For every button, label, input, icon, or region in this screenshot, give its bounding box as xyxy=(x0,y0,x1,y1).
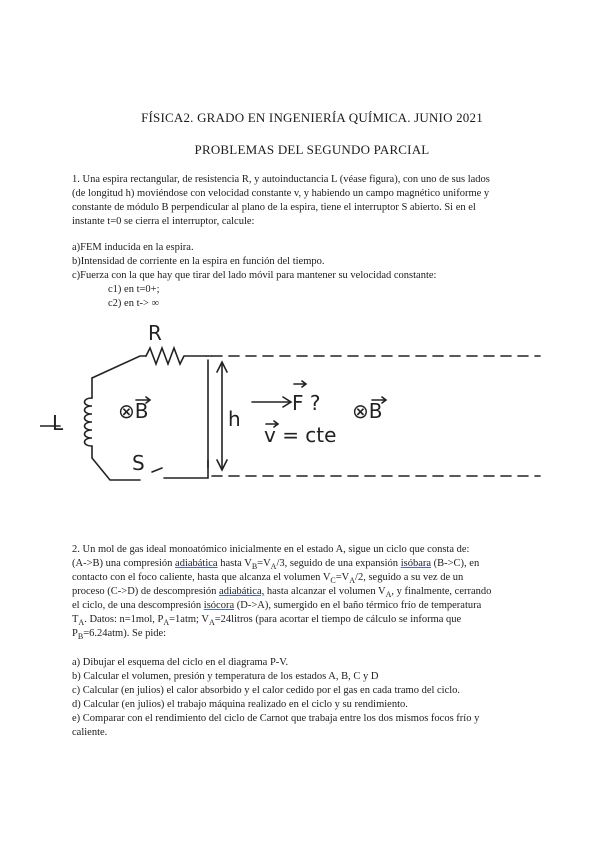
label-h: h xyxy=(228,407,241,431)
problem2-question-b: b) Calcular el volumen, presión y temperatura de los estados A, B, C y D xyxy=(72,671,379,682)
switch-lever xyxy=(152,468,162,472)
label-B-left: ⊗B xyxy=(118,399,149,423)
problem2-question-e: e) Comparar con el rendimiento del ciclo de Carnot que trabaja entre los dos mismos focos frío y xyxy=(72,713,480,724)
problem2-line6: $T_A$. Datos: n=1mol, $P_A=1atm$; $V_A=24litros$ (para acortar el tiempo de cálculo se informa que xyxy=(72,614,462,628)
inductor-coil xyxy=(85,398,93,446)
problem2-line1: 2. Un mol de gas ideal monoatómico inicialmente en el estado A, sigue un ciclo que consta de: xyxy=(72,544,470,555)
label-F: F ? xyxy=(292,391,321,415)
problem1-question-c2: c2) en t-> ∞ xyxy=(108,298,160,309)
problem2-line5: el ciclo, de una descompresión isócora (D->A), sumergido en el baño térmico frío de temperatura xyxy=(72,600,482,611)
problem2-question-e-cont: caliente. xyxy=(72,727,108,738)
problem1-line4: instante t=0 se cierra el interruptor, calcule: xyxy=(72,216,255,227)
problem2-line7: $P_B=6.24atm$). Se pide: xyxy=(72,628,167,642)
problem2-question-d: d) Calcular (en julios) el trabajo máquina realizado en el ciclo y su rendimiento. xyxy=(72,699,408,710)
problem2-line2: (A->B) una compresión adiabática hasta $V_B=V_A/3$, seguido de una expansión isóbara (B->C), en xyxy=(72,558,480,572)
label-B-right: ⊗B xyxy=(352,399,383,423)
problem1-question-c1: c1) en t=0+; xyxy=(108,284,160,295)
problem1-question-c: c)Fuerza con la que hay que tirar del lado móvil para mantener su velocidad constante: xyxy=(72,270,437,281)
resistor-zigzag xyxy=(146,348,206,364)
page-subtitle: PROBLEMAS DEL SEGUNDO PARCIAL xyxy=(194,142,430,157)
problem2-question-c: c) Calcular (en julios) el calor absorbido y el calor cedido por el gas en cada tramo del ciclo. xyxy=(72,685,461,696)
page-title: FÍSICA2. GRADO EN INGENIERÍA QUÍMICA. JUNIO 2021 xyxy=(141,110,483,125)
problem2-line3: contacto con el foco caliente, hasta que alcanza el volumen $V_C=V_A/2$, seguido a su vez de un xyxy=(72,572,464,586)
problem1-question-a: a)FEM inducida en la espira. xyxy=(72,242,194,253)
problem1-question-b: b)Intensidad de corriente en la espira en función del tiempo. xyxy=(72,256,325,267)
circuit-figure xyxy=(40,318,570,508)
label-S: S xyxy=(132,451,145,475)
label-R: R xyxy=(148,321,162,345)
problem2-question-a: a) Dibujar el esquema del ciclo en el diagrama P-V. xyxy=(72,657,289,668)
problem1-line2: (de longitud h) moviéndose con velocidad constante v, y habiendo un campo magnético uniforme y xyxy=(72,188,490,199)
problem1-line1: 1. Una espira rectangular, de resistencia R, y autoinductancia L (véase figura), con uno de sus lados xyxy=(72,174,490,185)
problem1-line3: constante de módulo B perpendicular al plano de la espira, tiene el interruptor S abierto. Si en el xyxy=(72,202,476,213)
top-wire xyxy=(92,356,146,378)
label-v: v = cte xyxy=(264,423,337,447)
label-L: L xyxy=(52,411,64,435)
problem2-line4: proceso (C->D) de descompresión adiabática, hasta alcanzar el volumen $V_A$, y finalmente, cerrando xyxy=(72,586,492,600)
